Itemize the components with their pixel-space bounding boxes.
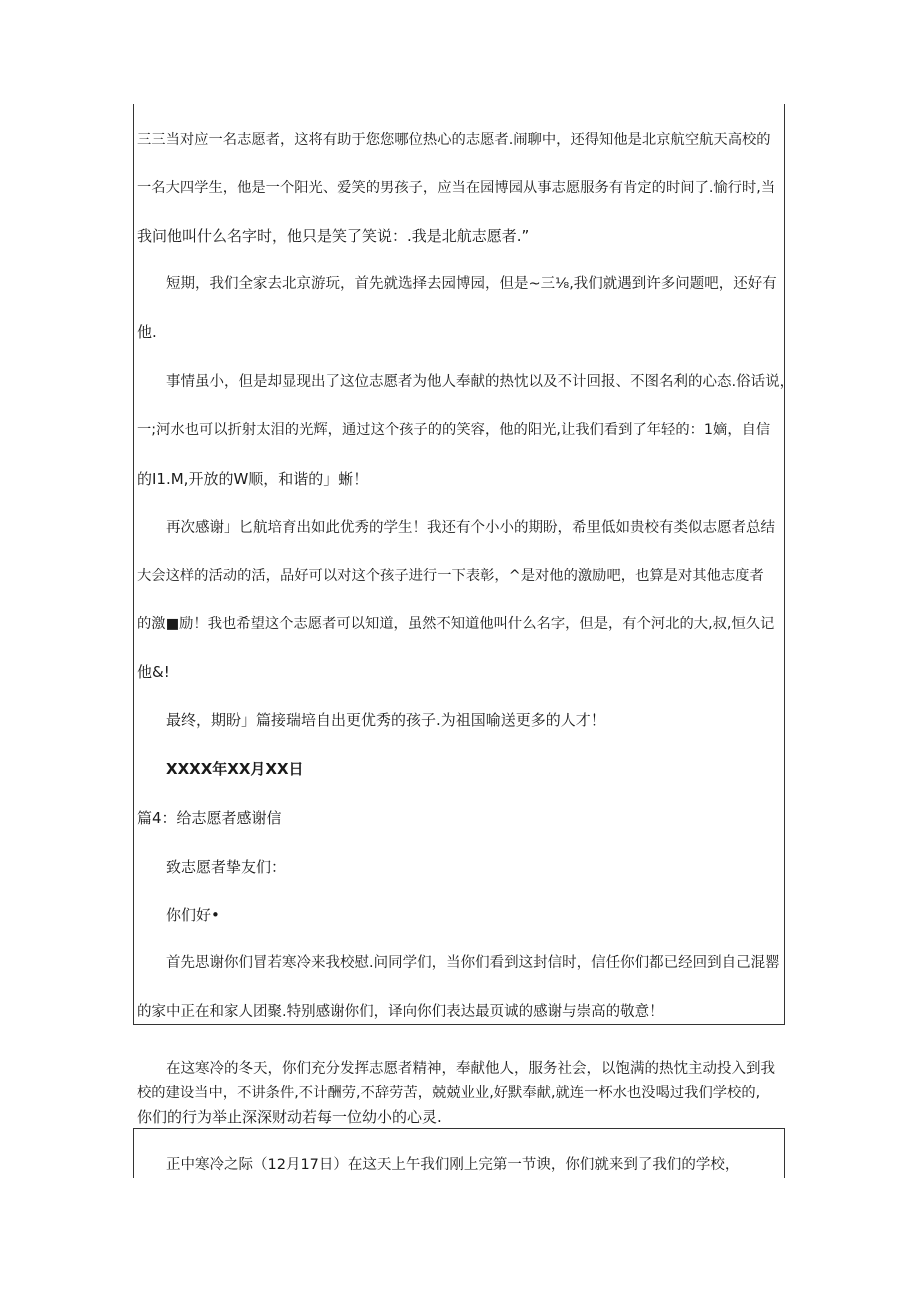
paragraph-line: 一名大四学生，他是一个阳光、爱笑的男孩子，应当在园博园从事志愿服务有肯定的时间了.愉行时,当 [137, 180, 776, 196]
paragraph-line: 你们的行为举止深深财动若每一位幼小的心灵. [137, 1108, 442, 1126]
paragraph-line: 三三当对应一名志愿者，这将有助于您您哪位热心的志愿者.闹聊中，还得知他是北京航空航天高校的 [137, 132, 771, 148]
section-heading: 篇4：给志愿者感谢信 [137, 809, 282, 827]
paragraph-line: 我问他叫什么名字时，他只是笑了笑说：.我是北航志愿者.” [137, 227, 530, 245]
paragraph-line: 在这寒冷的冬天，你们充分发挥志愿者精神，奉献他人，服务社会，以饱满的热忱主动投入到我 [166, 1061, 775, 1077]
paragraph-line: 一;河水也可以折射太泪的光辉，通过这个孩子的的笑容，他的阳光,让我们看到了年轻的：1嫡，自信 [137, 422, 771, 438]
paragraph-line: 短期，我们全家去北京游玩，首先就选择去园博园，但是~三⅛,我们就遇到许多问题吧，还好有 [166, 276, 777, 292]
paragraph-line: 首先思谢你们冒若寒冷来我校慰.问同学们，当你们看到这封信时，信任你们都已经回到自己混罂 [166, 955, 780, 971]
paragraph-line: 的家中正在和家人团聚.特别感谢你们，译向你们表达最页诚的感谢与崇高的敬意！ [137, 1004, 664, 1020]
paragraph-line: 再次感谢」匕航培育出如此优秀的学生！我还有个小小的期盼，希里低如贵校有类似志愿者总结 [166, 520, 775, 536]
paragraph-line: 大会这样的活动的活，品好可以对这个孩子进行一下表彰，^是对他的激励吧，也算是对其他志度者 [137, 568, 764, 584]
salutation: 致志愿者挚友们： [166, 858, 287, 876]
paragraph-line: 事情虽小，但是却显现出了这位志愿者为他人奉献的热忱以及不计回报、不图名利的心态.俗话说， [166, 374, 795, 390]
paragraph-line: 的激■励！我也希望这个志愿者可以知道，虽然不知道他叫什么名字，但是，有个河北的大,叔,恒久记 [137, 616, 775, 632]
letter-date: XXXX年XX月XX日 [166, 760, 304, 778]
paragraph-line: 他. [137, 323, 157, 341]
paragraph-line: 最终，期盼」篇接瑞培自出更优秀的孩子.为祖国喻送更多的人才！ [166, 711, 606, 729]
paragraph-line: 的I1.M,开放的W顺，和谐的」蜥！ [137, 470, 369, 488]
paragraph-line: 校的建设当中，不讲条件,不计酬劳,不辞劳苦，兢兢业业,好默奉献,就连一杯水也没喝过我们学校的, [137, 1085, 761, 1101]
greeting: 你们好• [166, 906, 220, 924]
paragraph-line: 正中寒冷之际（12月17日）在这天上午我们刚上完第一节谀，你们就来到了我们的学校， [166, 1157, 740, 1173]
paragraph-line: 他&! [137, 663, 170, 681]
